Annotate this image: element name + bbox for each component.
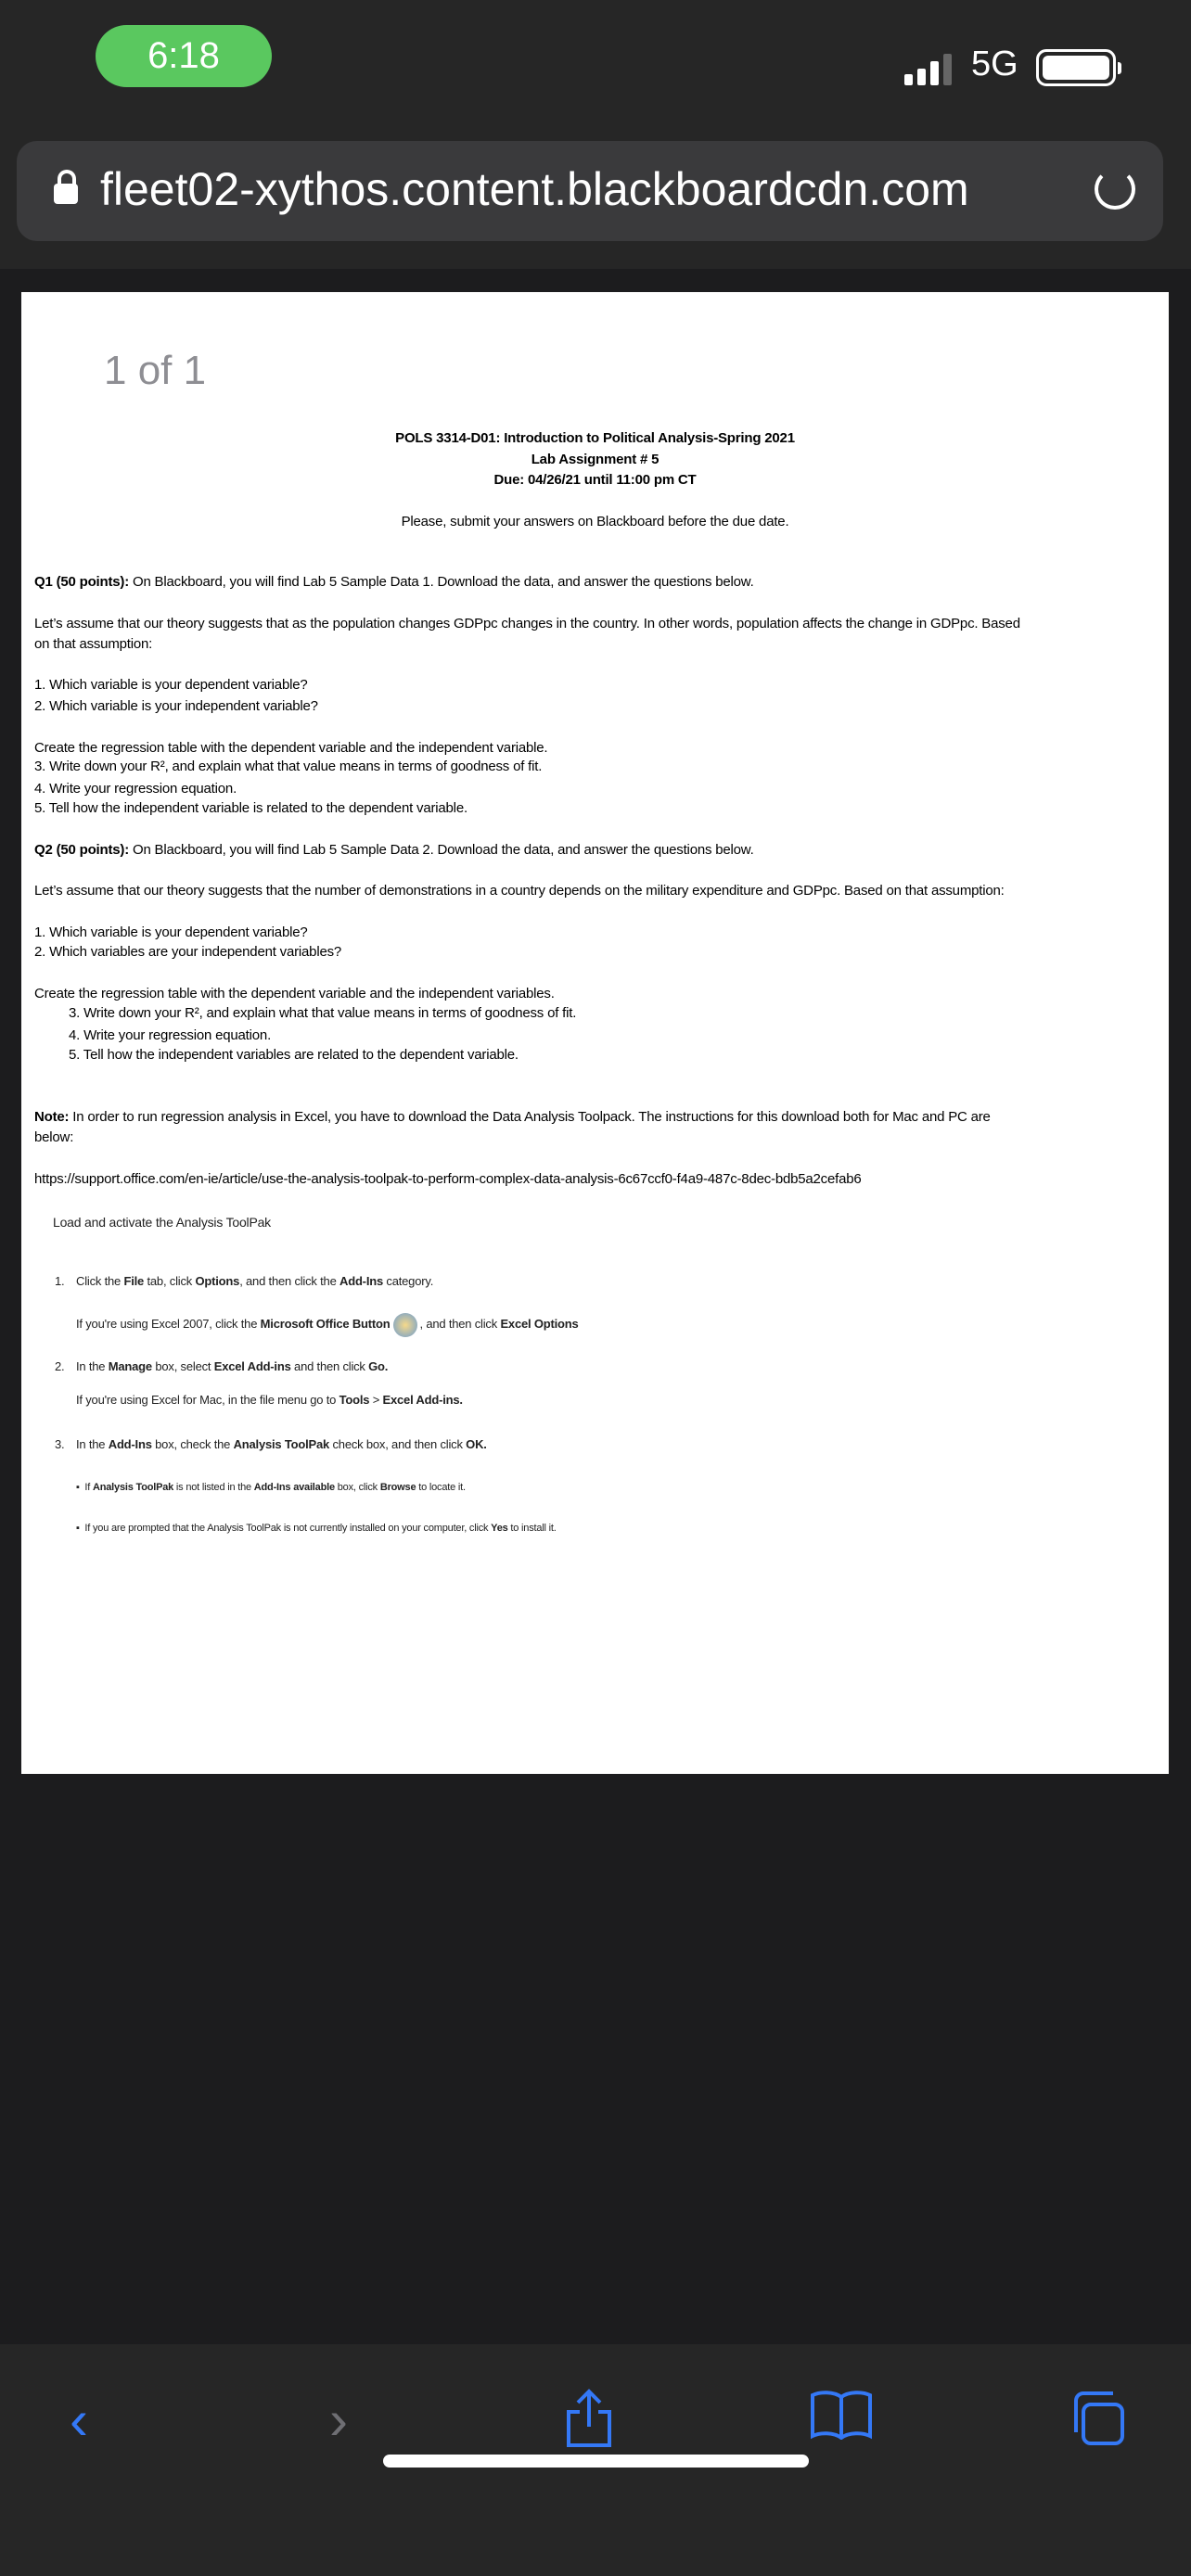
- q2-assume: Let’s assume that our theory suggests that the number of demonstrations in a country depends on the military expenditure and GDPpc. Based on that assumption:: [34, 883, 1005, 899]
- toolpak-heading: Load and activate the Analysis ToolPak: [53, 1215, 271, 1230]
- q2-item: 5. Tell how the independent variables are related to the dependent variable.: [69, 1047, 519, 1063]
- q1-intro: [34, 574, 754, 591]
- signal-icon: [904, 54, 952, 85]
- t: box, check the: [151, 1437, 234, 1451]
- q1-item: 3. Write down your R², and explain what that value means in terms of goodness of fit.: [34, 759, 543, 774]
- forward-icon[interactable]: ›: [329, 2389, 348, 2451]
- q2-intro: [34, 842, 754, 859]
- t: Add-Ins: [339, 1274, 383, 1288]
- t: to install it.: [507, 1523, 557, 1534]
- pdf-page: [21, 292, 1169, 1774]
- q2-item: 3. Write down your R², and explain what that value means in terms of goodness of fit.: [69, 1005, 577, 1021]
- q2-item: 2. Which variables are your independent variables?: [34, 944, 342, 960]
- toolpak-link[interactable]: https://support.office.com/en-ie/article/use-the-analysis-toolpak-to-perform-complex-data-analysis-6c67ccf0-f4a9-487c-8dec-bdb5a2cefab6: [34, 1171, 862, 1187]
- q2-item: 1. Which variable is your dependent variable?: [34, 925, 308, 940]
- q1-label: Q1 (50 points):: [34, 574, 130, 590]
- note-text-2: below:: [34, 1129, 74, 1145]
- t: Excel Add-ins: [213, 1359, 291, 1373]
- bullet-1: ▪ If Analysis ToolPak is not listed in the Add-Ins available box, click Browse to locate it.: [76, 1482, 466, 1493]
- t: category.: [383, 1274, 434, 1288]
- note: [34, 1109, 991, 1126]
- step-number: 3.: [55, 1437, 65, 1451]
- t: In the: [76, 1359, 109, 1373]
- t: Analysis ToolPak: [233, 1437, 330, 1451]
- t: If you're using Excel 2007, click the: [76, 1317, 261, 1331]
- q1-item: 4. Write your regression equation.: [34, 781, 237, 797]
- q1-item: 2. Which variable is your independent variable?: [34, 698, 318, 714]
- t: Add-Ins: [108, 1437, 152, 1451]
- doc-submit: Please, submit your answers on Blackboard before the due date.: [401, 514, 789, 529]
- tabs-icon[interactable]: [1065, 2388, 1130, 2453]
- t: In the: [76, 1437, 109, 1451]
- step-1: [55, 1273, 434, 1290]
- t: Manage: [108, 1359, 152, 1373]
- q2-label: Q2 (50 points):: [34, 842, 130, 858]
- t: box, click: [334, 1482, 380, 1493]
- t: , and then click the: [239, 1274, 340, 1288]
- url-text[interactable]: fleet02-xythos.content.blackboardcdn.com: [100, 163, 969, 215]
- home-indicator[interactable]: [383, 2455, 809, 2468]
- t: Yes: [491, 1523, 508, 1534]
- t: Browse: [379, 1482, 416, 1493]
- page-indicator: 1 of 1: [104, 348, 207, 393]
- bookmarks-icon[interactable]: [809, 2388, 874, 2453]
- q2-item: Create the regression table with the dependent variable and the independent variables.: [34, 986, 555, 1001]
- q2-item: 4. Write your regression equation.: [69, 1027, 272, 1043]
- t: OK.: [466, 1437, 487, 1451]
- t: Analysis ToolPak: [93, 1482, 174, 1493]
- network-type: 5G: [971, 45, 1018, 83]
- address-bar[interactable]: [17, 141, 1163, 241]
- q1-intro-text: On Blackboard, you will find Lab 5 Sample Data 1. Download the data, and answer the questions below.: [129, 574, 754, 590]
- step-number: 2.: [55, 1359, 65, 1373]
- t: is not listed in the: [173, 1482, 254, 1493]
- bullet-2: ▪ If you are prompted that the Analysis ToolPak is not currently installed on your computer, click Yes to install it.: [76, 1523, 557, 1534]
- q1-item: Create the regression table with the dependent variable and the independent variable.: [34, 740, 548, 756]
- share-icon[interactable]: [557, 2388, 621, 2453]
- t: Excel Add-ins.: [382, 1393, 463, 1407]
- step-2: [55, 1358, 389, 1375]
- battery-icon: [1036, 49, 1116, 86]
- t: >: [369, 1393, 383, 1407]
- t: and then click: [290, 1359, 369, 1373]
- reload-icon[interactable]: [1095, 169, 1135, 210]
- step-3: [55, 1436, 487, 1453]
- t: check box, and then click: [329, 1437, 467, 1451]
- step-number: 1.: [55, 1274, 65, 1288]
- t: tab, click: [144, 1274, 196, 1288]
- t: File: [123, 1274, 145, 1288]
- t: Options: [195, 1274, 240, 1288]
- q1-assume: Let’s assume that our theory suggests that as the population changes GDPpc changes in the country. In other words, population affects the change in GDPpc. Based: [34, 616, 1020, 631]
- t: If you're using Excel for Mac, in the file menu go to: [76, 1393, 339, 1407]
- t: If you are prompted that the Analysis ToolPak is not currently installed on your computer, click: [84, 1523, 492, 1534]
- doc-due: Due: 04/26/21 until 11:00 pm CT: [493, 472, 697, 488]
- t: box, select: [151, 1359, 214, 1373]
- step-2-note: [76, 1392, 463, 1409]
- t: Tools: [339, 1393, 370, 1407]
- back-icon[interactable]: ‹: [70, 2389, 88, 2451]
- note-label: Note:: [34, 1109, 70, 1125]
- office-button-icon: [393, 1313, 417, 1337]
- status-time: 6:18: [96, 25, 272, 87]
- lock-icon: [54, 184, 78, 204]
- browser-chrome: [0, 0, 1191, 269]
- t: Add-Ins available: [253, 1482, 335, 1493]
- t: to locate it.: [416, 1482, 466, 1493]
- t: Excel Options: [500, 1317, 579, 1331]
- q2-intro-text: On Blackboard, you will find Lab 5 Sample Data 2. Download the data, and answer the questions below.: [129, 842, 754, 858]
- q1-item: 5. Tell how the independent variable is related to the dependent variable.: [34, 800, 467, 816]
- step-1-note: [76, 1312, 579, 1337]
- t: Microsoft Office Button: [260, 1317, 391, 1331]
- note-text: In order to run regression analysis in Excel, you have to download the Data Analysis Toolpack. The instructions for this download both for Mac and PC are: [69, 1109, 991, 1125]
- q1-item: 1. Which variable is your dependent variable?: [34, 677, 308, 693]
- t: Go.: [368, 1359, 389, 1373]
- t: , and then click: [419, 1317, 501, 1331]
- q1-assume-2: on that assumption:: [34, 636, 153, 652]
- doc-title: POLS 3314-D01: Introduction to Political Analysis-Spring 2021: [395, 430, 795, 446]
- t: If: [84, 1482, 93, 1493]
- doc-subtitle: Lab Assignment # 5: [531, 452, 660, 467]
- t: Click the: [76, 1274, 124, 1288]
